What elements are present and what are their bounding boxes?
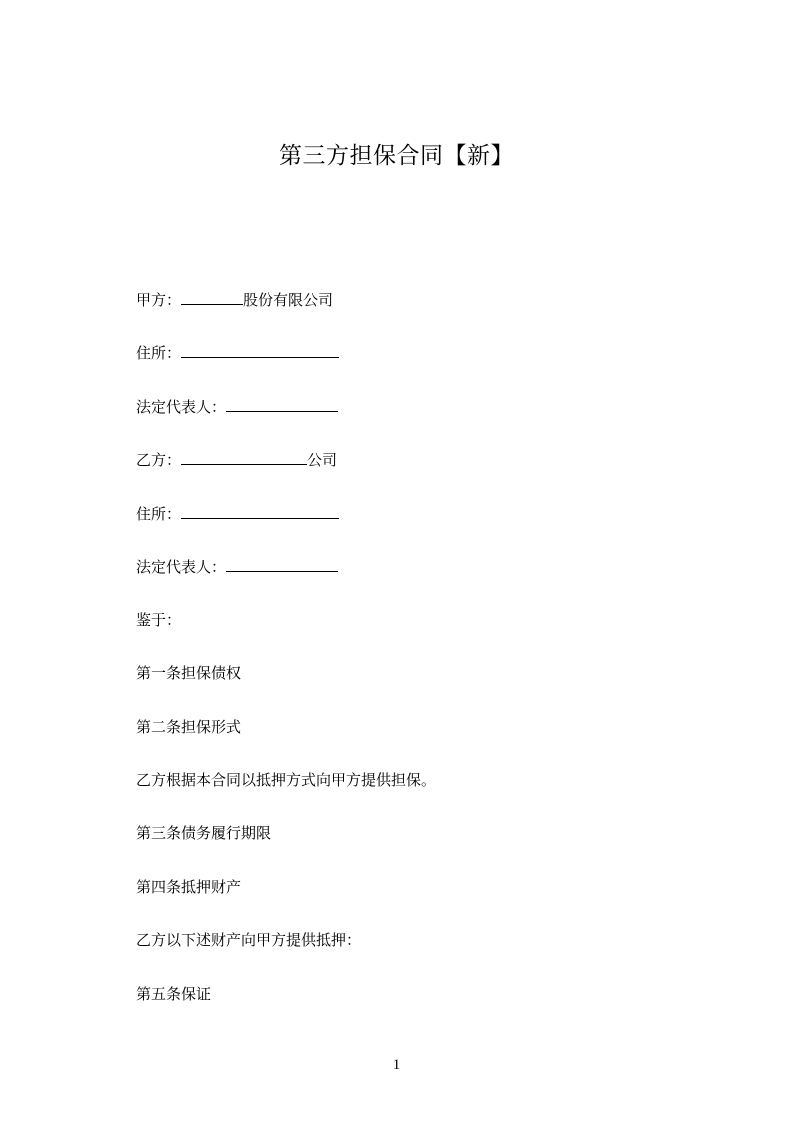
article-4-heading: 第四条抵押财产 [136,878,242,896]
party-a-legal-rep-line [136,397,338,417]
article-2-heading: 第二条担保形式 [136,718,242,736]
article-3-heading: 第三条债务履行期限 [136,824,272,842]
party-a-name-blank [181,290,243,305]
whereas-heading: 鉴于： [136,611,182,629]
party-b-line [136,450,337,470]
party-a-line [136,290,333,310]
party-b-suffix: 公司 [307,451,338,469]
page-number: 1 [392,1057,401,1073]
article-2-paragraph: 乙方根据本合同以抵押方式向甲方提供担保。 [136,771,437,789]
party-b-address-line [136,504,339,524]
party-a-legal-rep-blank [226,397,338,412]
party-b-label: 乙方： [136,451,182,469]
article-4-paragraph: 乙方以下述财产向甲方提供抵押： [136,931,362,949]
party-a-suffix: 股份有限公司 [243,291,334,309]
party-a-legal-rep-label: 法定代表人： [136,398,227,416]
party-b-legal-rep-blank [226,557,338,572]
article-1-heading: 第一条担保债权 [136,664,242,682]
article-5-heading: 第五条保证 [136,985,212,1003]
document-title: 第三方担保合同【新】 [279,143,514,169]
party-a-address-line [136,343,339,363]
party-b-name-blank [181,450,307,465]
party-b-address-label: 住所： [136,505,182,523]
party-a-label: 甲方： [136,291,182,309]
party-a-address-blank [181,343,339,358]
party-a-address-label: 住所： [136,344,182,362]
party-b-legal-rep-label: 法定代表人： [136,558,227,576]
party-b-legal-rep-line [136,557,338,577]
party-b-address-blank [181,504,339,519]
